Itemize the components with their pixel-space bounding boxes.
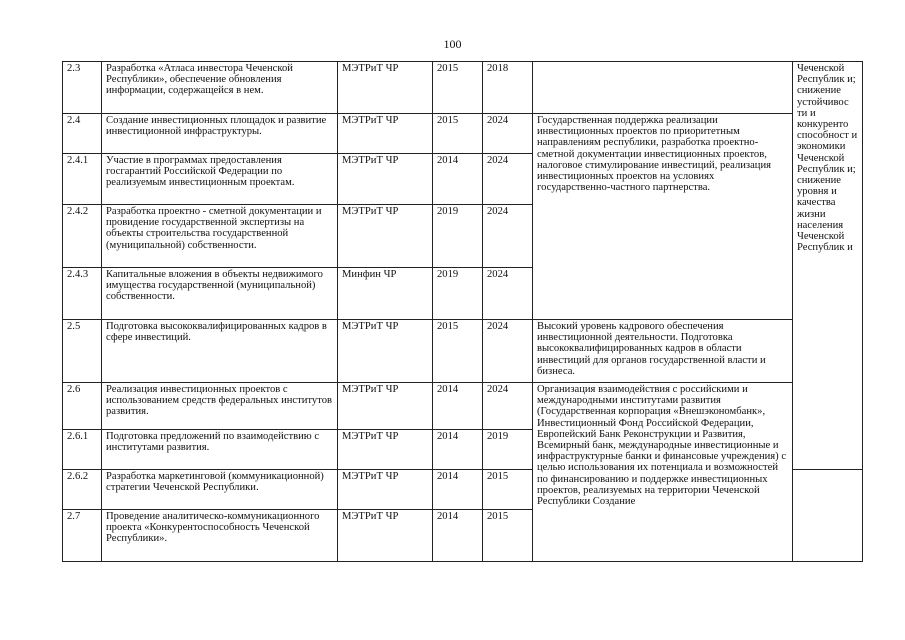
start-year: 2015 [433,114,483,154]
row-number: 2.7 [63,510,102,562]
table-row [63,320,863,383]
executor: МЭТРиТ ЧР [338,62,433,114]
table-row [63,383,863,430]
measure-name: Разработка проектно - сметной документации и провидение государственной экспертизы на объекты строительства государственной (муниципальной) собственности. [102,205,338,268]
measure-name: Подготовка предложений по взаимодействию с институтами развития. [102,430,338,470]
table-row [63,114,863,154]
page-number: 100 [443,37,462,51]
measure-name: Разработка маркетинговой (коммуникационной) стратегии Чеченской Республики. [102,470,338,510]
row-number: 2.4.3 [63,268,102,320]
start-year: 2019 [433,205,483,268]
executor: МЭТРиТ ЧР [338,320,433,383]
measure-name: Разработка «Атласа инвестора Чеченской Республики», обеспечение обновления информации, содержащейся в нем. [102,62,338,114]
end-year: 2019 [483,430,533,470]
end-year: 2024 [483,154,533,205]
start-year: 2014 [433,510,483,562]
end-year: 2015 [483,470,533,510]
end-year: 2024 [483,268,533,320]
end-year: 2024 [483,383,533,430]
measure-name: Проведение аналитическо-коммуникационного проекта «Конкурентоспособность Чеченской Республики». [102,510,338,562]
start-year: 2014 [433,470,483,510]
row-number: 2.5 [63,320,102,383]
row-number: 2.4.2 [63,205,102,268]
start-year: 2015 [433,62,483,114]
start-year: 2015 [433,320,483,383]
measure-name: Подготовка высококвалифицированных кадров в сфере инвестиций. [102,320,338,383]
result-empty [533,62,793,114]
start-year: 2014 [433,383,483,430]
result-2-5: Высокий уровень кадрового обеспечения инвестиционной деятельности. Подготовка высококвалифицированных кадров в области инвестиций для органов государственной власти и бизнеса. [533,320,793,383]
start-year: 2014 [433,154,483,205]
result-group-2-4: Государственная поддержка реализации инвестиционных проектов по приоритетным направлениям республики, разработка проектно-сметной документации инвестиционных проектов, налоговое стимулирование инвестиций, реализация инвестиционных проектов на условиях государственно-частного партнерства. [533,114,793,320]
measure-name: Создание инвестиционных площадок и развитие инвестиционной инфраструктуры. [102,114,338,154]
row-number: 2.4.1 [63,154,102,205]
end-year: 2024 [483,320,533,383]
end-year: 2018 [483,62,533,114]
row-number: 2.3 [63,62,102,114]
executor: МЭТРиТ ЧР [338,510,433,562]
executor: МЭТРиТ ЧР [338,154,433,205]
end-year: 2024 [483,205,533,268]
measure-name: Реализация инвестиционных проектов с использованием средств федеральных институтов развития. [102,383,338,430]
row-number: 2.6.2 [63,470,102,510]
end-year: 2024 [483,114,533,154]
start-year: 2019 [433,268,483,320]
executor: МЭТРиТ ЧР [338,430,433,470]
impact-empty [793,470,863,562]
measure-name: Участие в программах предоставления госгарантий Российской Федерации по реализуемым инвестиционным проектам. [102,154,338,205]
executor: МЭТРиТ ЧР [338,470,433,510]
executor: МЭТРиТ ЧР [338,383,433,430]
measures-table [62,61,863,562]
impact-column: Чеченской Республик и; снижение устойчивос ти и конкуренто способност и экономики Чеченской Республик и; снижение уровня и качества жизни населения Чеченской Республик и [793,62,863,470]
measure-name: Капитальные вложения в объекты недвижимого имущества государственной (муниципальной) собственности. [102,268,338,320]
row-number: 2.6.1 [63,430,102,470]
executor: Минфин ЧР [338,268,433,320]
row-number: 2.4 [63,114,102,154]
executor: МЭТРиТ ЧР [338,205,433,268]
end-year: 2015 [483,510,533,562]
executor: МЭТРиТ ЧР [338,114,433,154]
row-number: 2.6 [63,383,102,430]
start-year: 2014 [433,430,483,470]
table-row [63,62,863,114]
result-group-2-6: Организация взаимодействия с российскими и международными институтами развития (Государственная корпорация «Внешэкономбанк», Инвестиционный Фонд Российской Федерации, Европейский Банк Реконструкции и Развития, Всемирный банк, международные инвестиционные и инфраструктурные банки и финансовые учреждения) с целью использования их потенциала и возможностей по финансированию и поддержке инвестиционных проектов, реализуемых на территории Чеченской Республики Создание [533,383,793,562]
